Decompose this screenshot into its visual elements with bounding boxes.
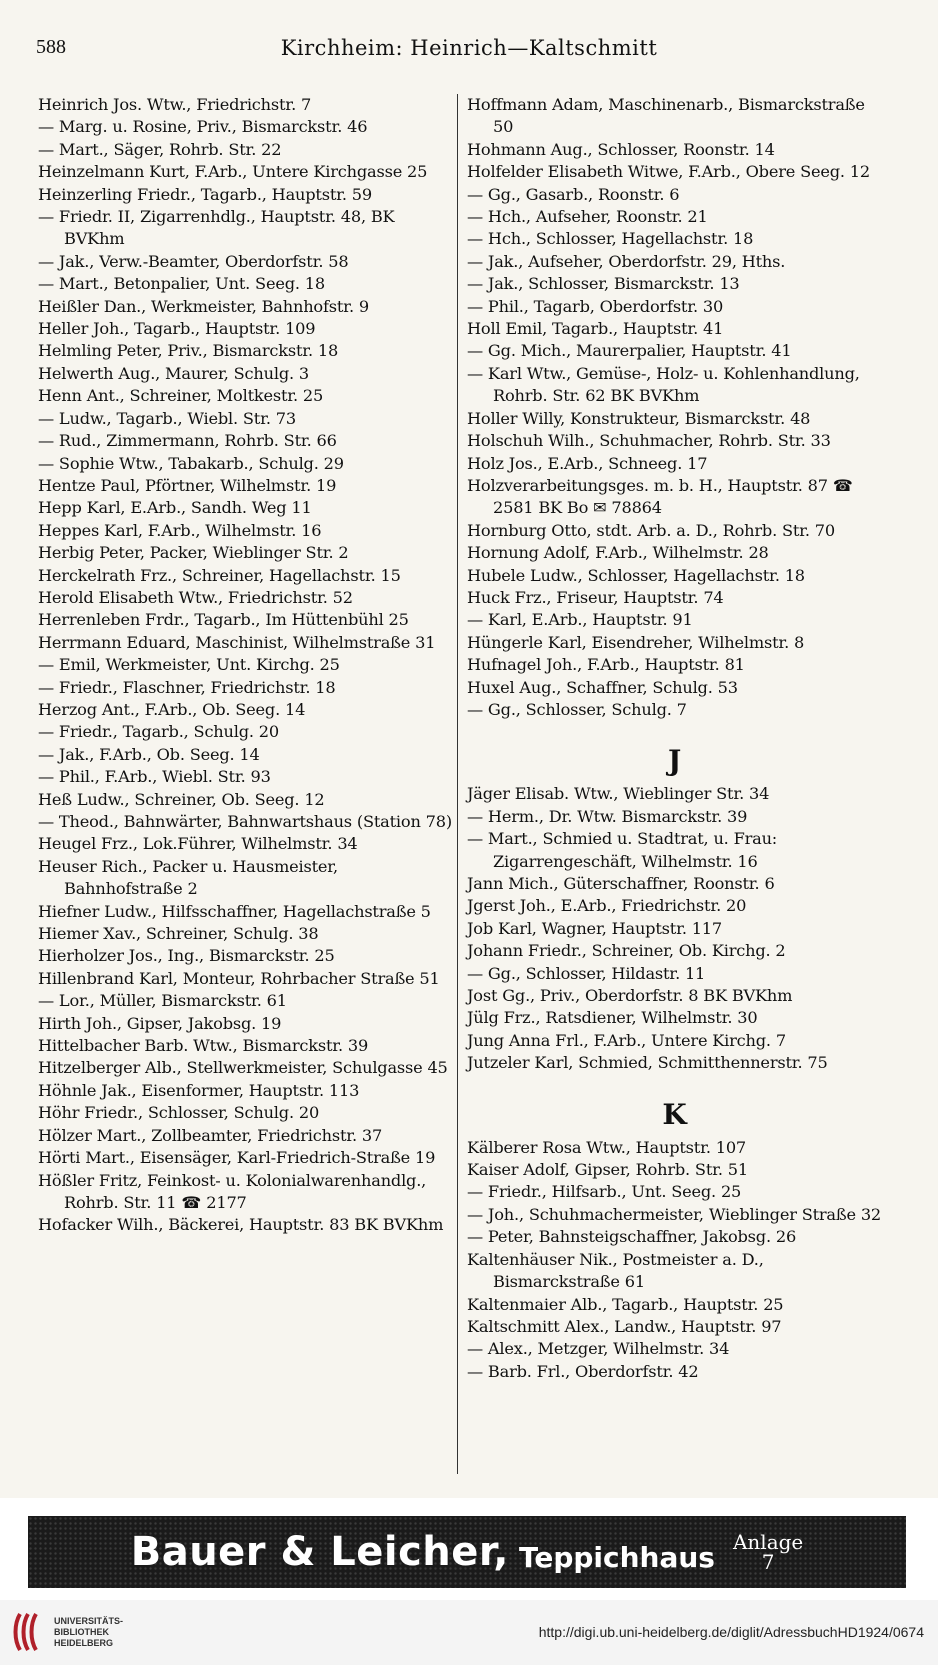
directory-entry: Hepp Karl, E.Arb., Sandh. Weg 11 — [38, 498, 312, 518]
directory-entry: Herold Elisabeth Wtw., Friedrichstr. 52 — [38, 587, 353, 607]
directory-entry: — Friedr., Tagarb., Schulg. 20 — [38, 722, 279, 742]
directory-entry: — Jak., F.Arb., Ob. Seeg. 14 — [38, 744, 260, 764]
directory-entry: — Friedr. II, Zigarrenhdlg., Hauptstr. 48, BK BVKhm — [38, 207, 395, 249]
directory-entry: — Alex., Metzger, Wilhelmstr. 34 — [467, 1339, 730, 1359]
library-footer — [0, 1600, 938, 1665]
directory-entry: — Mart., Säger, Rohrb. Str. 22 — [38, 139, 282, 159]
directory-entry: — Jak., Aufseher, Oberdorfstr. 29, Hths. — [467, 251, 786, 271]
right-column-h-entries — [467, 94, 882, 721]
page-number: 588 — [36, 36, 66, 58]
directory-entry: — Jak., Verw.-Beamter, Oberdorfstr. 58 — [38, 251, 349, 271]
directory-entry: Helmling Peter, Priv., Bismarckstr. 18 — [38, 341, 339, 361]
directory-entry: — Rud., Zimmermann, Rohrb. Str. 66 — [38, 431, 337, 451]
directory-entry: — Joh., Schuhmachermeister, Wieblinger Straße 32 — [467, 1204, 882, 1224]
running-title: Kirchheim: Heinrich—Kaltschmitt — [280, 36, 658, 60]
directory-entry: — Mart., Betonpalier, Unt. Seeg. 18 — [38, 274, 325, 294]
directory-entry: Heuser Rich., Packer u. Hausmeister, Bahnhofstraße 2 — [38, 856, 338, 899]
directory-entry: Jgerst Joh., E.Arb., Friedrichstr. 20 — [467, 896, 747, 916]
directory-entry: Hüngerle Karl, Eisendreher, Wilhelmstr. 8 — [467, 632, 805, 652]
directory-entry: Herckelrath Frz., Schreiner, Hagellachstr. 15 — [38, 565, 401, 585]
directory-entry: Huxel Aug., Schaffner, Schulg. 53 — [467, 677, 738, 697]
right-column-k-entries — [467, 1137, 882, 1383]
directory-entry: Kaiser Adolf, Gipser, Rohrb. Str. 51 — [467, 1160, 748, 1180]
directory-entry: Heinzelmann Kurt, F.Arb., Untere Kirchgasse 25 — [38, 162, 428, 182]
directory-entry: Herrenleben Frdr., Tagarb., Im Hüttenbühl 25 — [38, 610, 409, 630]
university-library-logo-icon — [12, 1612, 48, 1652]
directory-entry: Hößler Fritz, Feinkost- u. Kolonialwarenhandlg., Rohrb. Str. 11 ☎ 2177 — [38, 1170, 427, 1212]
directory-entry: Hitzelberger Alb., Stellwerkmeister, Schulgasse 45 — [38, 1058, 448, 1078]
directory-entry: Heugel Frz., Lok.Führer, Wilhelmstr. 34 — [38, 834, 358, 854]
directory-entry: Kaltenhäuser Nik., Postmeister a. D., Bismarckstraße 61 — [467, 1249, 764, 1292]
directory-entry: Johann Friedr., Schreiner, Ob. Kirchg. 2 — [467, 941, 786, 961]
directory-entry: Heller Joh., Tagarb., Hauptstr. 109 — [38, 319, 316, 339]
library-name — [54, 1616, 123, 1649]
right-column-j-entries — [467, 783, 882, 1074]
directory-entry: Holfelder Elisabeth Witwe, F.Arb., Obere Seeg. 12 — [467, 162, 870, 182]
directory-entry: — Peter, Bahnsteigschaffner, Jakobsg. 26 — [467, 1227, 797, 1247]
directory-entry: — Gg., Schlosser, Schulg. 7 — [467, 699, 687, 719]
directory-entry: Hiefner Ludw., Hilfsschaffner, Hagellachstraße 5 — [38, 901, 431, 921]
directory-entry: — Marg. u. Rosine, Priv., Bismarckstr. 46 — [38, 117, 368, 137]
directory-entry: — Barb. Frl., Oberdorfstr. 42 — [467, 1361, 699, 1381]
library-name-line3: HEIDELBERG — [54, 1638, 114, 1648]
directory-entry: — Phil., Tagarb, Oberdorfstr. 30 — [467, 296, 724, 316]
directory-entry: — Jak., Schlosser, Bismarckstr. 13 — [467, 274, 740, 294]
directory-entry: — Gg., Schlosser, Hildastr. 11 — [467, 963, 706, 983]
left-column — [38, 94, 453, 1237]
directory-entry: Holz Jos., E.Arb., Schneeg. 17 — [467, 453, 708, 473]
directory-entry: Heißler Dan., Werkmeister, Bahnhofstr. 9 — [38, 296, 369, 316]
directory-entry: Hierholzer Jos., Ing., Bismarckstr. 25 — [38, 946, 335, 966]
directory-entry: Kälberer Rosa Wtw., Hauptstr. 107 — [467, 1137, 747, 1157]
directory-entry: Henn Ant., Schreiner, Moltkestr. 25 — [38, 386, 324, 406]
directory-entry: Jäger Elisab. Wtw., Wieblinger Str. 34 — [467, 784, 770, 804]
directory-entry: Höhnle Jak., Eisenformer, Hauptstr. 113 — [38, 1080, 360, 1100]
directory-entry: Jülg Frz., Ratsdiener, Wilhelmstr. 30 — [467, 1008, 758, 1028]
directory-entry: — Ludw., Tagarb., Wiebl. Str. 73 — [38, 408, 296, 428]
advert-tag-top: Anlage — [732, 1530, 804, 1554]
directory-entry: Hornung Adolf, F.Arb., Wilhelmstr. 28 — [467, 543, 769, 563]
directory-entry: Hillenbrand Karl, Monteur, Rohrbacher Straße 51 — [38, 968, 440, 988]
column-divider — [457, 94, 458, 1474]
directory-entry: Herbig Peter, Packer, Wieblinger Str. 2 — [38, 543, 349, 563]
directory-entry: — Hch., Schlosser, Hagellachstr. 18 — [467, 229, 754, 249]
directory-entry: Jost Gg., Priv., Oberdorfstr. 8 BK BVKhm — [467, 986, 793, 1006]
directory-entry: Heppes Karl, F.Arb., Wilhelmstr. 16 — [38, 520, 322, 540]
directory-entry: Helwerth Aug., Maurer, Schulg. 3 — [38, 363, 309, 383]
library-name-line2: BIBLIOTHEK — [54, 1627, 109, 1637]
section-letter-j: J — [667, 744, 682, 778]
directory-entry: Hiemer Xav., Schreiner, Schulg. 38 — [38, 924, 319, 944]
directory-entry: — Hch., Aufseher, Roonstr. 21 — [467, 207, 708, 227]
advert-business: Teppichhaus — [518, 1540, 715, 1574]
right-column — [467, 94, 882, 1383]
directory-entry: Holler Willy, Konstrukteur, Bismarckstr. 48 — [467, 408, 811, 428]
directory-entry: — Sophie Wtw., Tabakarb., Schulg. 29 — [38, 453, 344, 473]
directory-entry: — Gg. Mich., Maurerpalier, Hauptstr. 41 — [467, 341, 792, 361]
directory-entry: Holl Emil, Tagarb., Hauptstr. 41 — [467, 319, 724, 339]
directory-entry: Kaltenmaier Alb., Tagarb., Hauptstr. 25 — [467, 1294, 784, 1314]
directory-entry: — Phil., F.Arb., Wiebl. Str. 93 — [38, 767, 271, 787]
directory-entry: Job Karl, Wagner, Hauptstr. 117 — [467, 918, 723, 938]
directory-entry: — Friedr., Hilfsarb., Unt. Seeg. 25 — [467, 1182, 742, 1202]
directory-entry: — Friedr., Flaschner, Friedrichstr. 18 — [38, 677, 336, 697]
page-header — [36, 36, 902, 72]
directory-entry: Hufnagel Joh., F.Arb., Hauptstr. 81 — [467, 655, 745, 675]
directory-entry: Hornburg Otto, stdt. Arb. a. D., Rohrb. Str. 70 — [467, 520, 836, 540]
directory-entry: Hubele Ludw., Schlosser, Hagellachstr. 18 — [467, 565, 805, 585]
directory-entry: Hölzer Mart., Zollbeamter, Friedrichstr. 37 — [38, 1125, 383, 1145]
directory-entry: Jann Mich., Güterschaffner, Roonstr. 6 — [467, 874, 775, 893]
directory-entry: — Herm., Dr. Wtw. Bismarckstr. 39 — [467, 806, 748, 826]
directory-entry: Höhr Friedr., Schlosser, Schulg. 20 — [38, 1103, 320, 1123]
directory-entry: — Emil, Werkmeister, Unt. Kirchg. 25 — [38, 655, 340, 675]
directory-entry: Hittelbacher Barb. Wtw., Bismarckstr. 39 — [38, 1036, 369, 1056]
source-url-link[interactable]: http://digi.ub.uni-heidelberg.de/diglit/AdressbuchHD1924/0674 — [538, 1624, 924, 1640]
directory-entry: Heinrich Jos. Wtw., Friedrichstr. 7 — [38, 95, 312, 114]
directory-entry: Hofacker Wilh., Bäckerei, Hauptstr. 83 BK BVKhm — [38, 1215, 444, 1235]
directory-entry: Herzog Ant., F.Arb., Ob. Seeg. 14 — [38, 699, 306, 719]
directory-entry: Huck Frz., Friseur, Hauptstr. 74 — [467, 587, 724, 607]
directory-entry: Herrmann Eduard, Maschinist, Wilhelmstraße 31 — [38, 632, 436, 652]
directory-entry: — Gg., Gasarb., Roonstr. 6 — [467, 184, 680, 204]
directory-entry: — Lor., Müller, Bismarckstr. 61 — [38, 991, 287, 1011]
directory-entry: — Theod., Bahnwärter, Bahnwartshaus (Station 78) — [38, 812, 452, 831]
directory-entry: Kaltschmitt Alex., Landw., Hauptstr. 97 — [467, 1316, 782, 1336]
directory-entry: Jung Anna Frl., F.Arb., Untere Kirchg. 7 — [467, 1030, 786, 1050]
directory-entry: Hohmann Aug., Schlosser, Roonstr. 14 — [467, 139, 775, 159]
directory-entry: Hörti Mart., Eisensäger, Karl-Friedrich-Straße 19 — [38, 1148, 436, 1168]
directory-entry: Hentze Paul, Pförtner, Wilhelmstr. 19 — [38, 475, 337, 495]
directory-entry: Holzverarbeitungsges. m. b. H., Hauptstr. 87 ☎ 2581 BK Bo ✉ 78864 — [467, 475, 853, 518]
advertisement-banner — [28, 1516, 906, 1588]
directory-entry: Heinzerling Friedr., Tagarb., Hauptstr. 59 — [38, 184, 372, 204]
directory-entry: — Karl, E.Arb., Hauptstr. 91 — [467, 610, 693, 630]
advert-tag — [733, 1532, 803, 1572]
directory-entry: Heß Ludw., Schreiner, Ob. Seeg. 12 — [38, 789, 325, 809]
library-name-line1: UNIVERSITÄTS- — [54, 1616, 124, 1626]
directory-entry: — Karl Wtw., Gemüse-, Holz- u. Kohlenhandlung, Rohrb. Str. 62 BK BVKhm — [467, 363, 860, 406]
directory-entry: Jutzeler Karl, Schmied, Schmitthennerstr. 75 — [467, 1053, 828, 1073]
section-letter-k: K — [662, 1097, 687, 1131]
directory-entry: Hoffmann Adam, Maschinenarb., Bismarckstraße 50 — [467, 95, 865, 137]
advert-company: Bauer & Leicher, — [130, 1529, 509, 1575]
advert-tag-bottom: 7 — [761, 1550, 775, 1574]
directory-entry: — Mart., Schmied u. Stadtrat, u. Frau: Zigarrengeschäft, Wilhelmstr. 16 — [467, 829, 778, 871]
directory-entry: Holschuh Wilh., Schuhmacher, Rohrb. Str. 33 — [467, 431, 831, 451]
directory-entry: Hirth Joh., Gipser, Jakobsg. 19 — [38, 1013, 282, 1033]
